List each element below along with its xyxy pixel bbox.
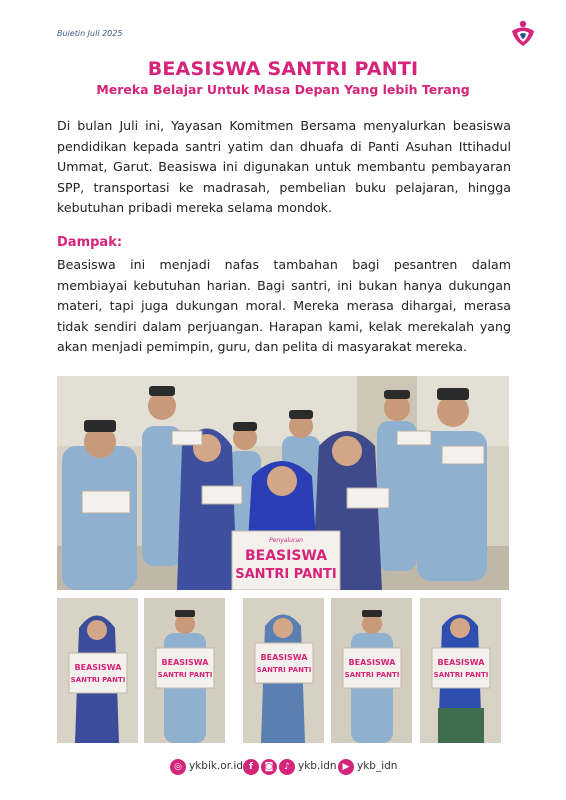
impact-paragraph: Beasiswa ini menjadi nafas tambahan bagi pesantren dalam membiayai kebutuhan harian. Bagi santri, ini bukan hanya dukungan materi, tapi juga dukungan moral. Mereka merasa dihargai, merasa tidak sendiri dalam perjuangan. Harapan kami, kelak merekalah yang akan menjadi pemimpin, guru, dan pelita di masyarakat mereka. bbox=[57, 257, 511, 354]
facebook-icon[interactable]: f bbox=[243, 759, 259, 775]
website-link[interactable]: ykbik.or.id bbox=[189, 760, 243, 772]
student-photo-2 bbox=[144, 598, 225, 743]
svg-text:BEASISWA: BEASISWA bbox=[437, 658, 485, 667]
student-photo-1 bbox=[57, 598, 138, 743]
svg-text:BEASISWA: BEASISWA bbox=[260, 653, 308, 662]
svg-text:SANTRI PANTI: SANTRI PANTI bbox=[433, 671, 489, 679]
svg-text:SANTRI PANTI: SANTRI PANTI bbox=[344, 671, 400, 679]
impact-heading: Dampak: bbox=[57, 235, 123, 250]
student-photo-3 bbox=[243, 598, 324, 743]
group-photo bbox=[57, 376, 509, 590]
page-subtitle: Mereka Belajar Untuk Masa Depan Yang lebih Terang bbox=[96, 82, 470, 97]
svg-text:SANTRI PANTI: SANTRI PANTI bbox=[157, 671, 213, 679]
youtube-handle-link[interactable]: ykb_idn bbox=[357, 760, 398, 772]
svg-text:BEASISWA: BEASISWA bbox=[161, 658, 209, 667]
ykb-logo-icon bbox=[508, 18, 538, 48]
page-title: BEASISWA SANTRI PANTI bbox=[147, 58, 419, 80]
svg-text:BEASISWA: BEASISWA bbox=[348, 658, 396, 667]
tiktok-icon[interactable]: ♪ bbox=[279, 759, 295, 775]
bulletin-date: Buletin Juli 2025 bbox=[57, 29, 123, 38]
instagram-icon[interactable]: ◙ bbox=[261, 759, 277, 775]
footer bbox=[0, 758, 566, 778]
sign-caption-line2: SANTRI PANTI bbox=[235, 567, 337, 582]
student-photo-4 bbox=[331, 598, 412, 743]
intro-paragraph: Di bulan Juli ini, Yayasan Komitmen Bersama menyalurkan beasiswa pendidikan kepada santri yatim dan dhuafa di Panti Asuhan Ittihadul Ummat, Garut. Beasiswa ini digunakan untuk membantu pembayaran SPP, transportasi ke madrasah, pembelian buku pelajaran, hingga kebutuhan pribadi mereka selama mondok. bbox=[57, 118, 511, 215]
sign-caption-small: Penyaluran bbox=[269, 537, 303, 544]
web-icon: ◎ bbox=[170, 759, 186, 775]
svg-text:SANTRI PANTI: SANTRI PANTI bbox=[70, 676, 126, 684]
student-photo-5 bbox=[420, 598, 501, 743]
svg-text:BEASISWA: BEASISWA bbox=[74, 663, 122, 672]
sign-caption-line1: BEASISWA bbox=[244, 548, 328, 564]
youtube-icon[interactable]: ▶ bbox=[338, 759, 354, 775]
social-handle-link[interactable]: ykb.idn bbox=[298, 760, 337, 772]
svg-text:SANTRI PANTI: SANTRI PANTI bbox=[256, 666, 312, 674]
